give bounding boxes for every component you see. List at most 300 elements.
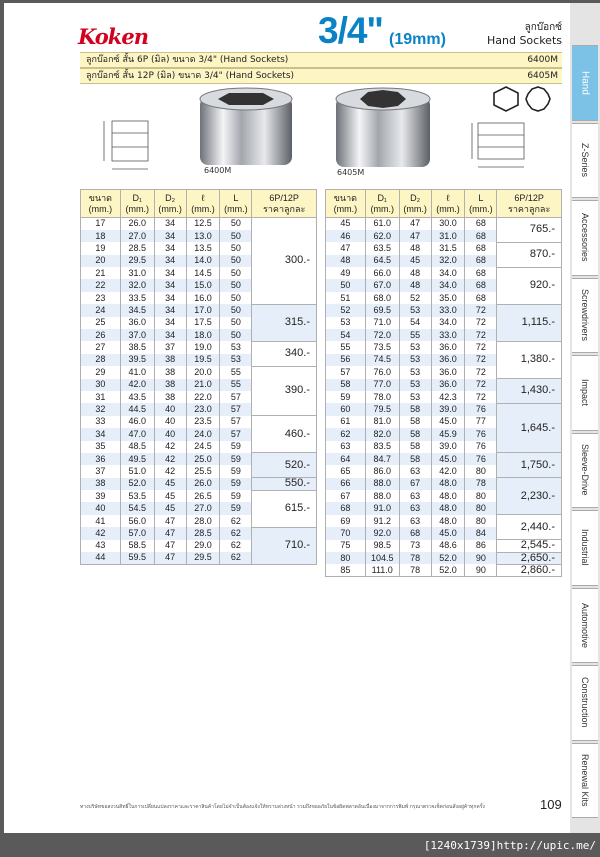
d1-cell: 39.5 [120, 354, 154, 366]
size-cell: 20 [81, 255, 121, 267]
l-cell: 62 [220, 515, 252, 527]
l-small-cell: 45.9 [431, 428, 465, 440]
d2-cell: 67 [399, 478, 431, 490]
l-small-cell: 34.0 [431, 267, 465, 279]
l-small-cell: 45.0 [431, 527, 465, 539]
d1-cell: 42.0 [120, 379, 154, 391]
table-row [326, 540, 562, 552]
dimension-drawing-12p [472, 123, 524, 167]
size-cell: 44 [81, 552, 121, 564]
l-cell: 59 [220, 490, 252, 502]
l-cell: 62 [220, 540, 252, 552]
d2-cell: 47 [154, 552, 186, 564]
tab-label: Automotive [580, 602, 590, 648]
d1-cell: 92.0 [365, 527, 399, 539]
l-small-cell: 25.5 [186, 465, 220, 477]
d1-cell: 41.0 [120, 366, 154, 378]
table-row [326, 304, 562, 316]
size-cell: 33 [81, 416, 121, 428]
price-cell: 340.- [252, 341, 317, 366]
d1-header: D₁ (mm.) [365, 190, 399, 218]
size-cell: 26 [81, 329, 121, 341]
tab-hand[interactable] [572, 45, 598, 121]
size-cell: 64 [326, 453, 366, 465]
l-small-cell: 17.0 [186, 304, 220, 316]
l-small-cell: 13.5 [186, 242, 220, 254]
table-row [326, 403, 562, 415]
l-cell: 50 [220, 292, 252, 304]
l-cell: 50 [220, 267, 252, 279]
size-cell: 18 [81, 230, 121, 242]
d2-cell: 48 [399, 242, 431, 254]
tab-label: Industrial [580, 529, 590, 567]
d2-cell: 45 [154, 502, 186, 514]
l-small-cell: 45.0 [431, 416, 465, 428]
d2-cell: 53 [399, 391, 431, 403]
size-cell: 32 [81, 403, 121, 415]
tab-label: Impact [580, 379, 590, 407]
product-code: 6400M [527, 55, 558, 65]
d1-cell: 104.5 [365, 552, 399, 564]
d1-cell: 58.5 [120, 540, 154, 552]
l-cell: 72 [465, 391, 497, 403]
tab-accessories[interactable] [572, 200, 598, 276]
l-cell: 59 [220, 478, 252, 490]
table-row [81, 218, 317, 230]
table-row [326, 218, 562, 230]
tab-label: Renewal Kits [580, 753, 590, 807]
l-cell: 72 [465, 341, 497, 353]
d1-cell: 62.0 [365, 230, 399, 242]
price-cell: 870.- [497, 242, 562, 267]
size-cell: 34 [81, 428, 121, 440]
d1-cell: 68.0 [365, 292, 399, 304]
size-header: ขนาด (mm.) [81, 190, 121, 218]
l-cell: 72 [465, 317, 497, 329]
l-small-cell: 36.0 [431, 354, 465, 366]
size-cell: 43 [81, 540, 121, 552]
l-cell: 80 [465, 465, 497, 477]
table-row [81, 453, 317, 465]
tab-automotive[interactable] [572, 588, 598, 664]
product-desc: ลูกบ๊อกซ์ สั้น 6P (มิล) ขนาด 3/4" (Hand Sockets) [86, 55, 289, 65]
left-spec-table [80, 189, 317, 565]
d1-cell: 84.7 [365, 453, 399, 465]
l-cell: 68 [465, 230, 497, 242]
price-header: 6P/12P ราคาลูกละ [497, 190, 562, 218]
l-small-cell: 19.5 [186, 354, 220, 366]
size-cell: 62 [326, 428, 366, 440]
d2-cell: 78 [399, 552, 431, 564]
table-row [326, 453, 562, 465]
d2-cell: 58 [399, 428, 431, 440]
d2-cell: 45 [399, 255, 431, 267]
table-header-row [81, 190, 317, 218]
l-small-cell: 14.5 [186, 267, 220, 279]
size-cell: 37 [81, 465, 121, 477]
size-cell: 41 [81, 515, 121, 527]
table-row [326, 341, 562, 353]
l-small-cell: 42.0 [431, 465, 465, 477]
l-cell: 76 [465, 428, 497, 440]
l-cell: 50 [220, 218, 252, 230]
d1-cell: 81.0 [365, 416, 399, 428]
l-cell: 59 [220, 465, 252, 477]
d2-cell: 45 [154, 490, 186, 502]
d1-cell: 52.0 [120, 478, 154, 490]
l-header: L (mm.) [220, 190, 252, 218]
l-small-cell: 32.0 [431, 255, 465, 267]
l-small-cell: 27.0 [186, 502, 220, 514]
caption-6400m: 6400M [204, 166, 232, 175]
size-cell: 46 [326, 230, 366, 242]
l-cell: 80 [465, 515, 497, 527]
l-small-cell: 28.5 [186, 527, 220, 539]
l-small-cell: 39.0 [431, 403, 465, 415]
d2-cell: 52 [399, 292, 431, 304]
d2-cell: 58 [399, 403, 431, 415]
d1-cell: 54.5 [120, 502, 154, 514]
size-cell: 36 [81, 453, 121, 465]
d1-cell: 77.0 [365, 379, 399, 391]
l-small-cell: 33.0 [431, 329, 465, 341]
tab-industrial[interactable] [572, 510, 598, 586]
l-cell: 68 [465, 279, 497, 291]
d2-cell: 34 [154, 267, 186, 279]
d1-cell: 51.0 [120, 465, 154, 477]
size-cell: 67 [326, 490, 366, 502]
d2-cell: 40 [154, 428, 186, 440]
d2-cell: 63 [399, 502, 431, 514]
tab-label: Screwdrivers [580, 289, 590, 342]
d1-cell: 48.5 [120, 441, 154, 453]
d1-cell: 66.0 [365, 267, 399, 279]
d2-cell: 40 [154, 403, 186, 415]
d2-cell: 63 [399, 465, 431, 477]
l-small-header: ℓ (mm.) [431, 190, 465, 218]
l-small-cell: 34.0 [431, 279, 465, 291]
l-small-cell: 17.5 [186, 317, 220, 329]
l-small-cell: 48.0 [431, 515, 465, 527]
d1-cell: 49.5 [120, 453, 154, 465]
tab-sleeve-drive[interactable] [572, 433, 598, 509]
l-small-cell: 19.0 [186, 341, 220, 353]
size-cell: 59 [326, 391, 366, 403]
d2-cell: 38 [154, 366, 186, 378]
l-cell: 68 [465, 242, 497, 254]
l-cell: 57 [220, 428, 252, 440]
hex-12pt-icons [494, 87, 550, 111]
l-small-cell: 13.0 [186, 230, 220, 242]
l-small-cell: 42.3 [431, 391, 465, 403]
l-small-cell: 25.0 [186, 453, 220, 465]
d2-cell: 48 [399, 267, 431, 279]
d1-cell: 37.0 [120, 329, 154, 341]
table-row [81, 366, 317, 378]
l-small-cell: 26.5 [186, 490, 220, 502]
l-cell: 50 [220, 279, 252, 291]
size-cell: 49 [326, 267, 366, 279]
price-cell: 2,650.- [497, 552, 562, 564]
d1-cell: 46.0 [120, 416, 154, 428]
l-cell: 68 [465, 218, 497, 230]
d2-cell: 73 [399, 540, 431, 552]
size-cell: 75 [326, 540, 366, 552]
size-mm: (19mm) [389, 31, 446, 48]
price-header: 6P/12P ราคาลูกละ [252, 190, 317, 218]
price-cell: 1,430.- [497, 379, 562, 404]
d1-cell: 71.0 [365, 317, 399, 329]
l-cell: 72 [465, 366, 497, 378]
d1-cell: 29.5 [120, 255, 154, 267]
price-cell: 1,750.- [497, 453, 562, 478]
l-cell: 80 [465, 490, 497, 502]
tab-renewal-kits[interactable] [572, 743, 598, 819]
l-cell: 50 [220, 230, 252, 242]
d1-cell: 38.5 [120, 341, 154, 353]
table-row [326, 379, 562, 391]
d2-cell: 37 [154, 341, 186, 353]
l-cell: 59 [220, 441, 252, 453]
l-small-cell: 29.0 [186, 540, 220, 552]
size-title: 3/4" [318, 10, 383, 51]
d2-cell: 55 [399, 329, 431, 341]
d2-cell: 63 [399, 515, 431, 527]
l-cell: 57 [220, 416, 252, 428]
price-cell: 390.- [252, 366, 317, 416]
l-small-cell: 26.0 [186, 478, 220, 490]
l-cell: 72 [465, 329, 497, 341]
footnote: ทางบริษัทขอสงวนสิทธิ์ในการเปลี่ยนแปลงราคาและราคาสินค้าโดยไม่จำเป็นต้องแจ้งให้ทราบล่วงหน้า รวมถึงขออภัยในข้อผิดพลาดอันเนื่องมาจากการพิมพ์ กรุณาตรวจเช็คก่อนสั่งอยู่ค้าทุกครั้ง [80, 804, 485, 810]
l-cell: 68 [465, 267, 497, 279]
l-small-cell: 48.0 [431, 478, 465, 490]
size-cell: 19 [81, 242, 121, 254]
l-small-cell: 31.5 [431, 242, 465, 254]
l-small-cell: 36.0 [431, 366, 465, 378]
table-row [326, 552, 562, 564]
d2-cell: 58 [399, 441, 431, 453]
size-cell: 17 [81, 218, 121, 230]
l-small-cell: 12.5 [186, 218, 220, 230]
size-cell: 45 [326, 218, 366, 230]
d2-cell: 38 [154, 379, 186, 391]
d2-cell: 58 [399, 453, 431, 465]
l-cell: 72 [465, 304, 497, 316]
d1-cell: 34.5 [120, 304, 154, 316]
price-cell: 460.- [252, 416, 317, 453]
l-cell: 50 [220, 317, 252, 329]
tab-impact[interactable] [572, 355, 598, 431]
d1-cell: 91.2 [365, 515, 399, 527]
l-cell: 90 [465, 552, 497, 564]
size-cell: 27 [81, 341, 121, 353]
d1-cell: 83.5 [365, 441, 399, 453]
size-cell: 70 [326, 527, 366, 539]
d1-cell: 74.5 [365, 354, 399, 366]
table-row [326, 478, 562, 490]
tab-screwdrivers[interactable] [572, 278, 598, 354]
table-row [326, 515, 562, 527]
d2-cell: 34 [154, 242, 186, 254]
d1-cell: 88.0 [365, 490, 399, 502]
table-body [326, 218, 562, 577]
size-cell: 54 [326, 329, 366, 341]
d2-cell: 54 [399, 317, 431, 329]
d1-cell: 98.5 [365, 540, 399, 552]
product-row-6p [80, 52, 562, 68]
d2-cell: 40 [154, 416, 186, 428]
size-cell: 40 [81, 502, 121, 514]
tab-construction[interactable] [572, 665, 598, 741]
d2-cell: 34 [154, 255, 186, 267]
l-header: L (mm.) [465, 190, 497, 218]
d2-cell: 42 [154, 465, 186, 477]
l-cell: 50 [220, 304, 252, 316]
size-cell: 65 [326, 465, 366, 477]
tab-z-series[interactable] [572, 123, 598, 199]
d2-cell: 34 [154, 218, 186, 230]
size-cell: 69 [326, 515, 366, 527]
size-cell: 50 [326, 279, 366, 291]
price-cell: 1,115.- [497, 304, 562, 341]
price-cell: 2,440.- [497, 515, 562, 540]
l-cell: 76 [465, 403, 497, 415]
size-cell: 47 [326, 242, 366, 254]
l-cell: 86 [465, 540, 497, 552]
d1-cell: 31.0 [120, 267, 154, 279]
size-cell: 80 [326, 552, 366, 564]
d2-cell: 47 [399, 218, 431, 230]
price-cell: 1,645.- [497, 403, 562, 453]
d1-cell: 69.5 [365, 304, 399, 316]
size-cell: 42 [81, 527, 121, 539]
l-small-cell: 36.0 [431, 379, 465, 391]
d2-cell: 42 [154, 441, 186, 453]
d1-cell: 53.5 [120, 490, 154, 502]
l-small-cell: 23.0 [186, 403, 220, 415]
product-illustrations [80, 85, 562, 183]
d2-cell: 34 [154, 292, 186, 304]
l-small-cell: 22.0 [186, 391, 220, 403]
caption-6405m: 6405M [337, 168, 365, 177]
l-cell: 62 [220, 552, 252, 564]
d1-cell: 56.0 [120, 515, 154, 527]
size-header: ขนาด (mm.) [326, 190, 366, 218]
l-cell: 90 [465, 564, 497, 576]
d2-cell: 34 [154, 329, 186, 341]
l-cell: 72 [465, 354, 497, 366]
size-cell: 39 [81, 490, 121, 502]
d1-header: D₁ (mm.) [120, 190, 154, 218]
size-cell: 30 [81, 379, 121, 391]
tab-label: Hand [579, 70, 591, 95]
l-cell: 84 [465, 527, 497, 539]
l-cell: 57 [220, 391, 252, 403]
table-header-row [326, 190, 562, 218]
socket-12p-image [336, 88, 430, 167]
table-row [81, 478, 317, 490]
socket-drawings [80, 85, 562, 183]
product-row-12p [80, 68, 562, 84]
size-cell: 22 [81, 279, 121, 291]
size-cell: 31 [81, 391, 121, 403]
l-cell: 78 [465, 478, 497, 490]
l-cell: 80 [465, 502, 497, 514]
tab-label: Accessories [580, 213, 590, 262]
d2-cell: 68 [399, 527, 431, 539]
table-body [81, 218, 317, 565]
table-row [81, 527, 317, 539]
d2-cell: 53 [399, 354, 431, 366]
category-thai: ลูกบ๊อกซ์ [524, 22, 562, 33]
l-cell: 77 [465, 416, 497, 428]
l-small-cell: 35.0 [431, 292, 465, 304]
l-small-cell: 48.6 [431, 540, 465, 552]
l-small-cell: 36.0 [431, 341, 465, 353]
l-cell: 62 [220, 527, 252, 539]
price-cell: 520.- [252, 453, 317, 478]
l-cell: 53 [220, 341, 252, 353]
d2-cell: 34 [154, 304, 186, 316]
d1-cell: 61.0 [365, 218, 399, 230]
l-small-cell: 14.0 [186, 255, 220, 267]
l-small-cell: 31.0 [431, 230, 465, 242]
d1-cell: 26.0 [120, 218, 154, 230]
price-cell: 710.- [252, 527, 317, 564]
l-small-cell: 21.0 [186, 379, 220, 391]
l-cell: 68 [465, 292, 497, 304]
size-cell: 23 [81, 292, 121, 304]
l-cell: 72 [465, 379, 497, 391]
product-desc: ลูกบ๊อกซ์ สั้น 12P (มิล) ขนาด 3/4" (Hand Sockets) [86, 71, 295, 81]
l-small-cell: 33.0 [431, 304, 465, 316]
d1-cell: 82.0 [365, 428, 399, 440]
l-small-cell: 18.0 [186, 329, 220, 341]
table-row [326, 267, 562, 279]
d1-cell: 67.0 [365, 279, 399, 291]
d1-cell: 28.5 [120, 242, 154, 254]
size-cell: 63 [326, 441, 366, 453]
l-cell: 55 [220, 366, 252, 378]
l-small-cell: 20.0 [186, 366, 220, 378]
l-small-cell: 34.0 [431, 317, 465, 329]
d2-cell: 48 [399, 279, 431, 291]
l-cell: 50 [220, 255, 252, 267]
price-cell: 2,860.- [497, 564, 562, 576]
size-cell: 57 [326, 366, 366, 378]
category-english: Hand Sockets [486, 34, 562, 47]
d1-cell: 32.0 [120, 279, 154, 291]
d1-cell: 73.5 [365, 341, 399, 353]
d1-cell: 36.0 [120, 317, 154, 329]
table-row [81, 341, 317, 353]
l-small-header: ℓ (mm.) [186, 190, 220, 218]
d2-cell: 47 [154, 515, 186, 527]
l-cell: 55 [220, 379, 252, 391]
d1-cell: 44.5 [120, 403, 154, 415]
size-cell: 61 [326, 416, 366, 428]
price-cell: 2,545.- [497, 540, 562, 552]
table-row [81, 416, 317, 428]
price-cell: 315.- [252, 304, 317, 341]
size-cell: 48 [326, 255, 366, 267]
d1-cell: 79.5 [365, 403, 399, 415]
d1-cell: 72.0 [365, 329, 399, 341]
l-small-cell: 16.0 [186, 292, 220, 304]
l-cell: 59 [220, 502, 252, 514]
page-number: 109 [540, 797, 562, 812]
table-row [81, 304, 317, 316]
